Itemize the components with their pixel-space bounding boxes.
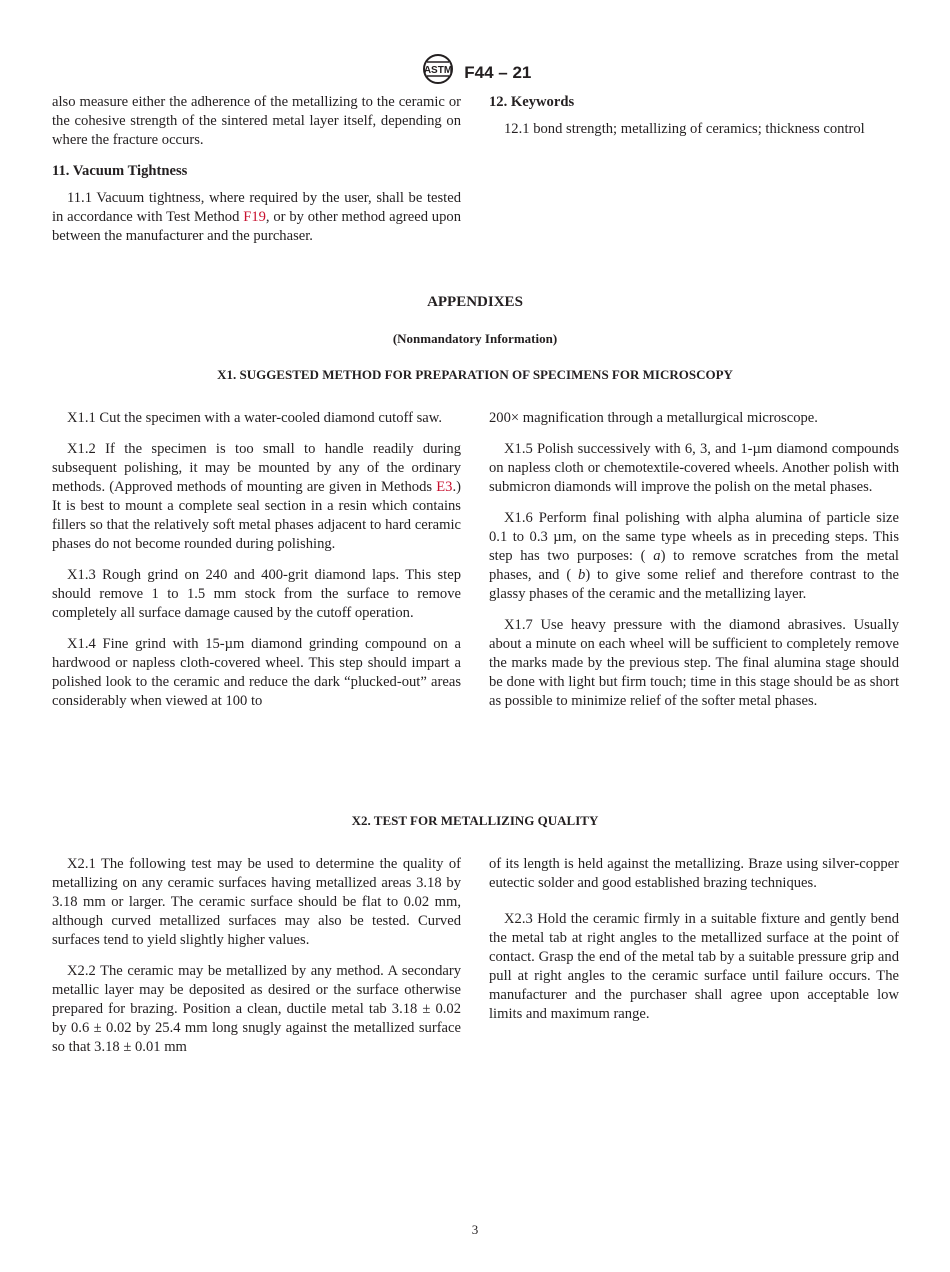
section-11-heading: 11. Vacuum Tightness xyxy=(52,163,188,179)
document-id: F44 – 21 xyxy=(464,62,532,82)
paragraph-x2-2: X2.2 The ceramic may be metallized by any method. A secondary metallic layer may be deposited as desired or the surface otherwise prepared for brazing. Position a clean, ductile metal tab 3.18 ± 0.02 by 0.6 ± 0.02 by 25.4 mm long snugly against the metallized surface so that 3.18 ± 0.01 mm xyxy=(52,963,461,1055)
page-header xyxy=(0,53,950,91)
x2-left-column xyxy=(52,855,461,1057)
paragraph-x2-3: X2.3 Hold the ceramic firmly in a suitable fixture and gently bend the metal tab at right angles to the metallized surface at the point of contact. Grasp the end of the metal tab by a suitable pressure grip and pull at right angles to the ceramic surface until failure occurs. The manufacturer and the purchaser shall agree upon acceptable low limits and maximum range. xyxy=(489,911,899,1022)
appendixes-title: APPENDIXES xyxy=(427,294,523,310)
paragraph-x1-2: X1.2 If the specimen is too small to handle readily during subsequent polishing, it may be mounted by any of the ordinary methods. (Approved methods of mounting are given in Methods E3.) It is best to mount a complete seal section in a resin which contains fillers so that the relatively soft metal phases adjacent to hard ceramic phases do not become rounded during polishing. xyxy=(52,441,461,552)
x1-left-column xyxy=(52,409,461,711)
continued-paragraph: also measure either the adherence of the metallizing to the ceramic or the cohesive strength of the sintered metal layer itself, depending on where the fracture occurs. xyxy=(52,94,461,148)
paragraph-x1-6: X1.6 Perform final polishing with alpha alumina of particle size 0.1 to 0.3 µm, on the same type wheels as in preceding steps. This step has two purposes: ( a) to remove scratches from the metal phases, and ( b) to give some relief and therefore contrast to the glassy phases of the ceramic and the metallizing layer. xyxy=(489,510,899,602)
paragraph-x1-1: X1.1 Cut the specimen with a water-cooled diamond cutoff saw. xyxy=(67,410,442,426)
appendixes-subtitle: (Nonmandatory Information) xyxy=(392,331,558,346)
x1-right-column xyxy=(489,409,899,711)
paragraph-x1-4-cont: 200× magnification through a metallurgical microscope. xyxy=(489,410,818,426)
svg-text:ASTM: ASTM xyxy=(423,65,452,76)
ref-link-e3[interactable]: E3 xyxy=(436,479,453,495)
ref-link-f19[interactable]: F19 xyxy=(243,209,266,225)
x2-heading: X2. TEST FOR METALLIZING QUALITY xyxy=(351,813,599,828)
section-12-heading: 12. Keywords xyxy=(489,94,575,110)
paragraph-x1-5: X1.5 Polish successively with 6, 3, and 1-µm diamond compounds on napless cloth or chemotextile-covered wheels. Another polish with submicron diamonds will improve the polish on the metal phases. xyxy=(489,441,899,495)
x1-heading: X1. SUGGESTED METHOD FOR PREPARATION OF SPECIMENS FOR MICROSCOPY xyxy=(217,367,733,382)
astm-logo-icon xyxy=(419,53,457,91)
paragraph-x1-3: X1.3 Rough grind on 240 and 400-grit diamond laps. This step should remove 1 to 1.5 mm stock from the surface to remove completely all surface damage caused by the cutoff operation. xyxy=(52,567,461,621)
paragraph-11-1: 11.1 Vacuum tightness, where required by the user, shall be tested in accordance with Test Method F19, or by other method agreed upon between the manufacturer and the purchaser. xyxy=(52,190,461,244)
top-left-column xyxy=(52,93,461,246)
top-right-column xyxy=(489,93,899,139)
paragraph-x1-4: X1.4 Fine grind with 15-µm diamond grinding compound on a hardwood or napless cloth-covered wheel. This step should impart a polished look to the ceramic and reduce the dark “plucked-out” areas considerably when viewed at 100 to xyxy=(52,636,461,709)
page-number: 3 xyxy=(471,1222,479,1237)
paragraph-x2-2-cont: of its length is held against the metallizing. Braze using silver-copper eutectic solder and good established brazing techniques. xyxy=(489,856,899,891)
x2-right-column xyxy=(489,855,899,1024)
paragraph-x1-7: X1.7 Use heavy pressure with the diamond abrasives. Usually about a minute on each wheel will be sufficient to completely remove the marks made by the previous step. The final alumina stage should be done with light but firm touch; time in this stage should be as short as possible to minimize relief of the softer metal phases. xyxy=(489,617,899,709)
paragraph-12-1: 12.1 bond strength; metallizing of ceramics; thickness control xyxy=(504,121,865,137)
paragraph-x2-1: X2.1 The following test may be used to determine the quality of metallizing on any ceramic surfaces having metallized areas 3.18 by 3.18 mm or larger. The ceramic surface should be flat to 0.02 mm, although curved metallized surfaces may also be tested. Curved surfaces tend to yield slightly higher values. xyxy=(52,856,461,948)
